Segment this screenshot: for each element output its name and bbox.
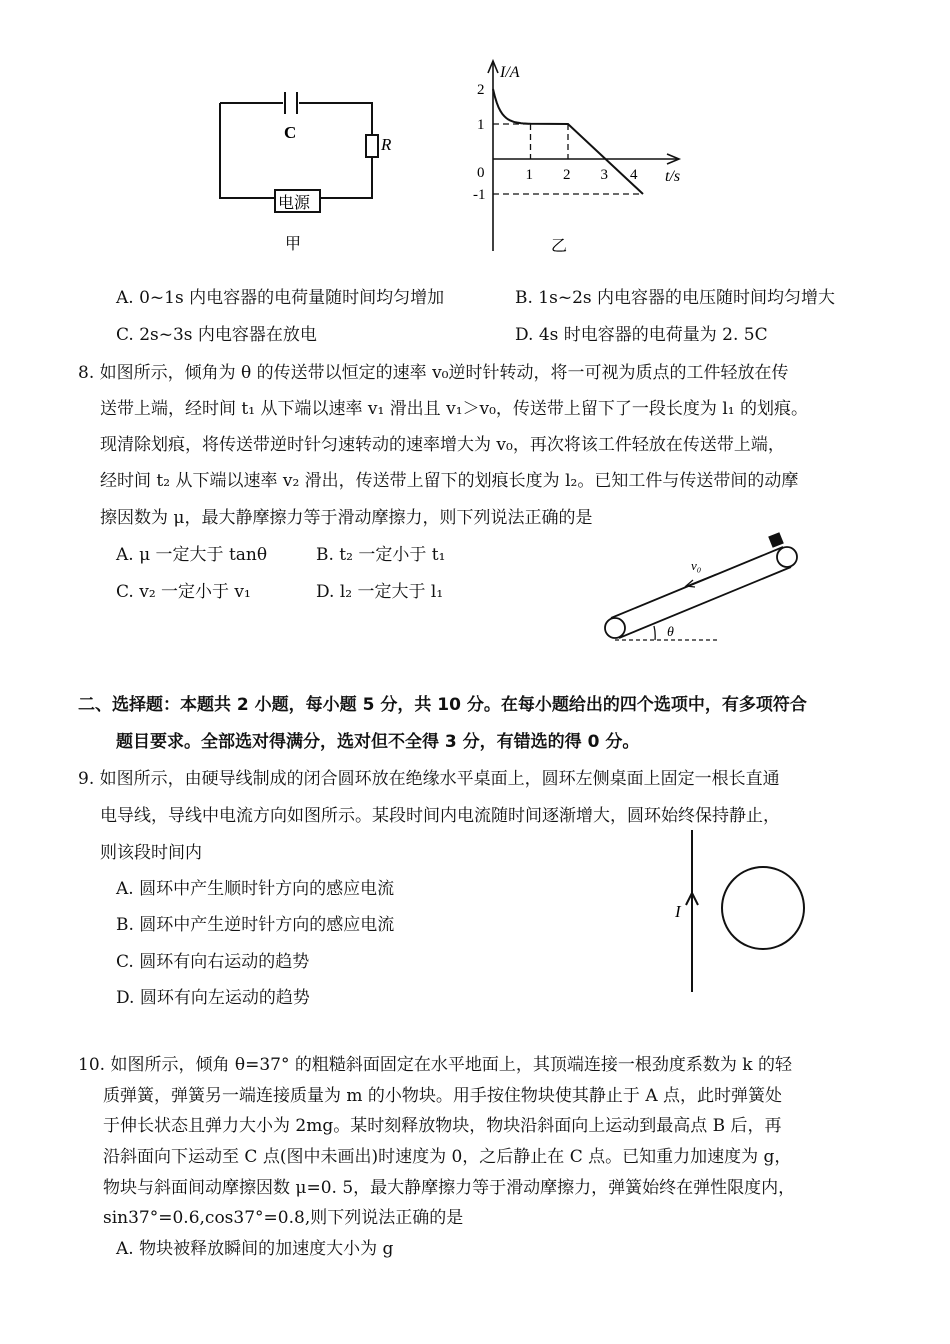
x-tick-label: 3 — [600, 167, 608, 183]
q10-line-6: sin37°=0.6,cos37°=0.8,则下列说法正确的是 — [103, 1208, 464, 1228]
q8-line-3: 现清除划痕，将传送带逆时针匀速转动的速率增大为 v₀，再次将该工件轻放在传送带上端， — [100, 435, 785, 455]
q8-line-5: 擦因数为 μ，最大静摩擦力等于滑动摩擦力，则下列说法正确的是 — [100, 508, 593, 528]
resistor — [366, 135, 378, 157]
angle-label: θ — [667, 625, 674, 640]
q8-line-1: 8. 如图所示，倾角为 θ 的传送带以恒定的速率 v₀逆时针转动，将一可视为质点的工件轻放在传 — [78, 363, 789, 383]
figure-b-caption: 乙 — [551, 238, 568, 255]
top-pulley — [777, 547, 797, 567]
capacitor-label: C — [284, 123, 297, 142]
q7-option-b: B. 1s~2s 内电容器的电压随时间均匀增大 — [515, 288, 836, 308]
figure-a-caption: 甲 — [285, 236, 302, 253]
q10-line-5: 物块与斜面间动摩擦因数 μ=0. 5，最大静摩擦力等于滑动摩擦力，弹簧始终在弹性限度内， — [103, 1178, 796, 1198]
q8-line-4: 经时间 t₂ 从下端以速率 v₂ 滑出，传送带上留下的划痕长度为 l₂。已知工件与传送带间的动摩 — [100, 471, 799, 491]
wire-ring-figure — [665, 825, 825, 997]
workpiece-block — [768, 532, 784, 548]
q9-line-3: 则该段时间内 — [100, 843, 202, 863]
q9-option-a: A. 圆环中产生顺时针方向的感应电流 — [116, 879, 395, 899]
q10-line-1: 10. 如图所示，倾角 θ=37° 的粗糙斜面固定在水平地面上，其顶端连接一根劲度系数为 k 的轻 — [78, 1055, 792, 1075]
q8-option-d: D. l₂ 一定大于 l₁ — [316, 582, 444, 602]
conducting-ring — [722, 867, 804, 949]
current-label: I — [675, 902, 681, 921]
current-time-chart — [465, 55, 695, 265]
y-tick-label: 1 — [477, 117, 485, 133]
q10-line-4: 沿斜面向下运动至 C 点(图中未画出)时速度为 0，之后静止在 C 点。已知重力加速度为 g， — [103, 1147, 792, 1167]
belt-lower — [619, 567, 791, 638]
circuit-figure — [210, 90, 392, 260]
q9-option-b: B. 圆环中产生逆时针方向的感应电流 — [116, 915, 395, 935]
y-tick-label: 2 — [477, 82, 485, 98]
q8-line-2: 送带上端，经时间 t₁ 从下端以速率 v₁ 滑出且 v₁＞v₀，传送带上留下了一段长度为 l₁ 的划痕。 — [100, 399, 808, 419]
y-tick-label: -1 — [473, 187, 486, 203]
bottom-pulley — [605, 618, 625, 638]
q8-option-a: A. μ 一定大于 tanθ — [116, 545, 268, 565]
x-axis-label: t/s — [665, 168, 681, 185]
q8-option-c: C. v₂ 一定小于 v₁ — [116, 582, 251, 602]
angle-arc — [654, 626, 655, 640]
q9-option-d: D. 圆环有向左运动的趋势 — [116, 988, 310, 1008]
circuit-wire — [220, 103, 372, 198]
q7-option-a: A. 0~1s 内电容器的电荷量随时间均匀增加 — [116, 288, 445, 308]
section2-heading-line1: 二、选择题：本题共 2 小题，每小题 5 分，共 10 分。在每小题给出的四个选项中，有多项符合 — [78, 695, 807, 715]
q10-line-3: 于伸长状态且弹力大小为 2mg。某时刻释放物块，物块沿斜面向上运动到最高点 B 后，再 — [103, 1116, 782, 1136]
q9-option-c: C. 圆环有向右运动的趋势 — [116, 952, 310, 972]
x-tick-label: 4 — [630, 167, 638, 183]
velocity-arrow — [687, 574, 717, 586]
section2-heading-line2: 题目要求。全部选对得满分，选对但不全得 3 分，有错选的得 0 分。 — [116, 732, 640, 752]
resistor-label: R — [381, 135, 392, 154]
x-tick-label: 1 — [525, 167, 533, 183]
conveyor-belt-figure — [595, 530, 815, 648]
x-tick-label: 2 — [563, 167, 571, 183]
q7-option-d: D. 4s 时电容器的电荷量为 2. 5C — [515, 325, 768, 345]
q7-option-c: C. 2s~3s 内电容器在放电 — [116, 325, 317, 345]
q9-line-1: 9. 如图所示，由硬导线制成的闭合圆环放在绝缘水平桌面上，圆环左侧桌面上固定一根长直通 — [78, 769, 780, 789]
power-source-label: 电源 — [278, 195, 311, 212]
velocity-label: v₀ — [691, 558, 702, 573]
q10-line-2: 质弹簧，弹簧另一端连接质量为 m 的小物块。用手按住物块使其静止于 A 点，此时弹簧处 — [103, 1086, 783, 1106]
y-axis-label: I/A — [500, 64, 520, 81]
q9-line-2: 电导线，导线中电流方向如图所示。某段时间内电流随时间逐渐增大，圆环始终保持静止， — [100, 806, 780, 826]
q10-option-a: A. 物块被释放瞬间的加速度大小为 g — [116, 1239, 394, 1259]
y-tick-label: 0 — [477, 165, 485, 181]
q8-option-b: B. t₂ 一定小于 t₁ — [316, 545, 446, 565]
